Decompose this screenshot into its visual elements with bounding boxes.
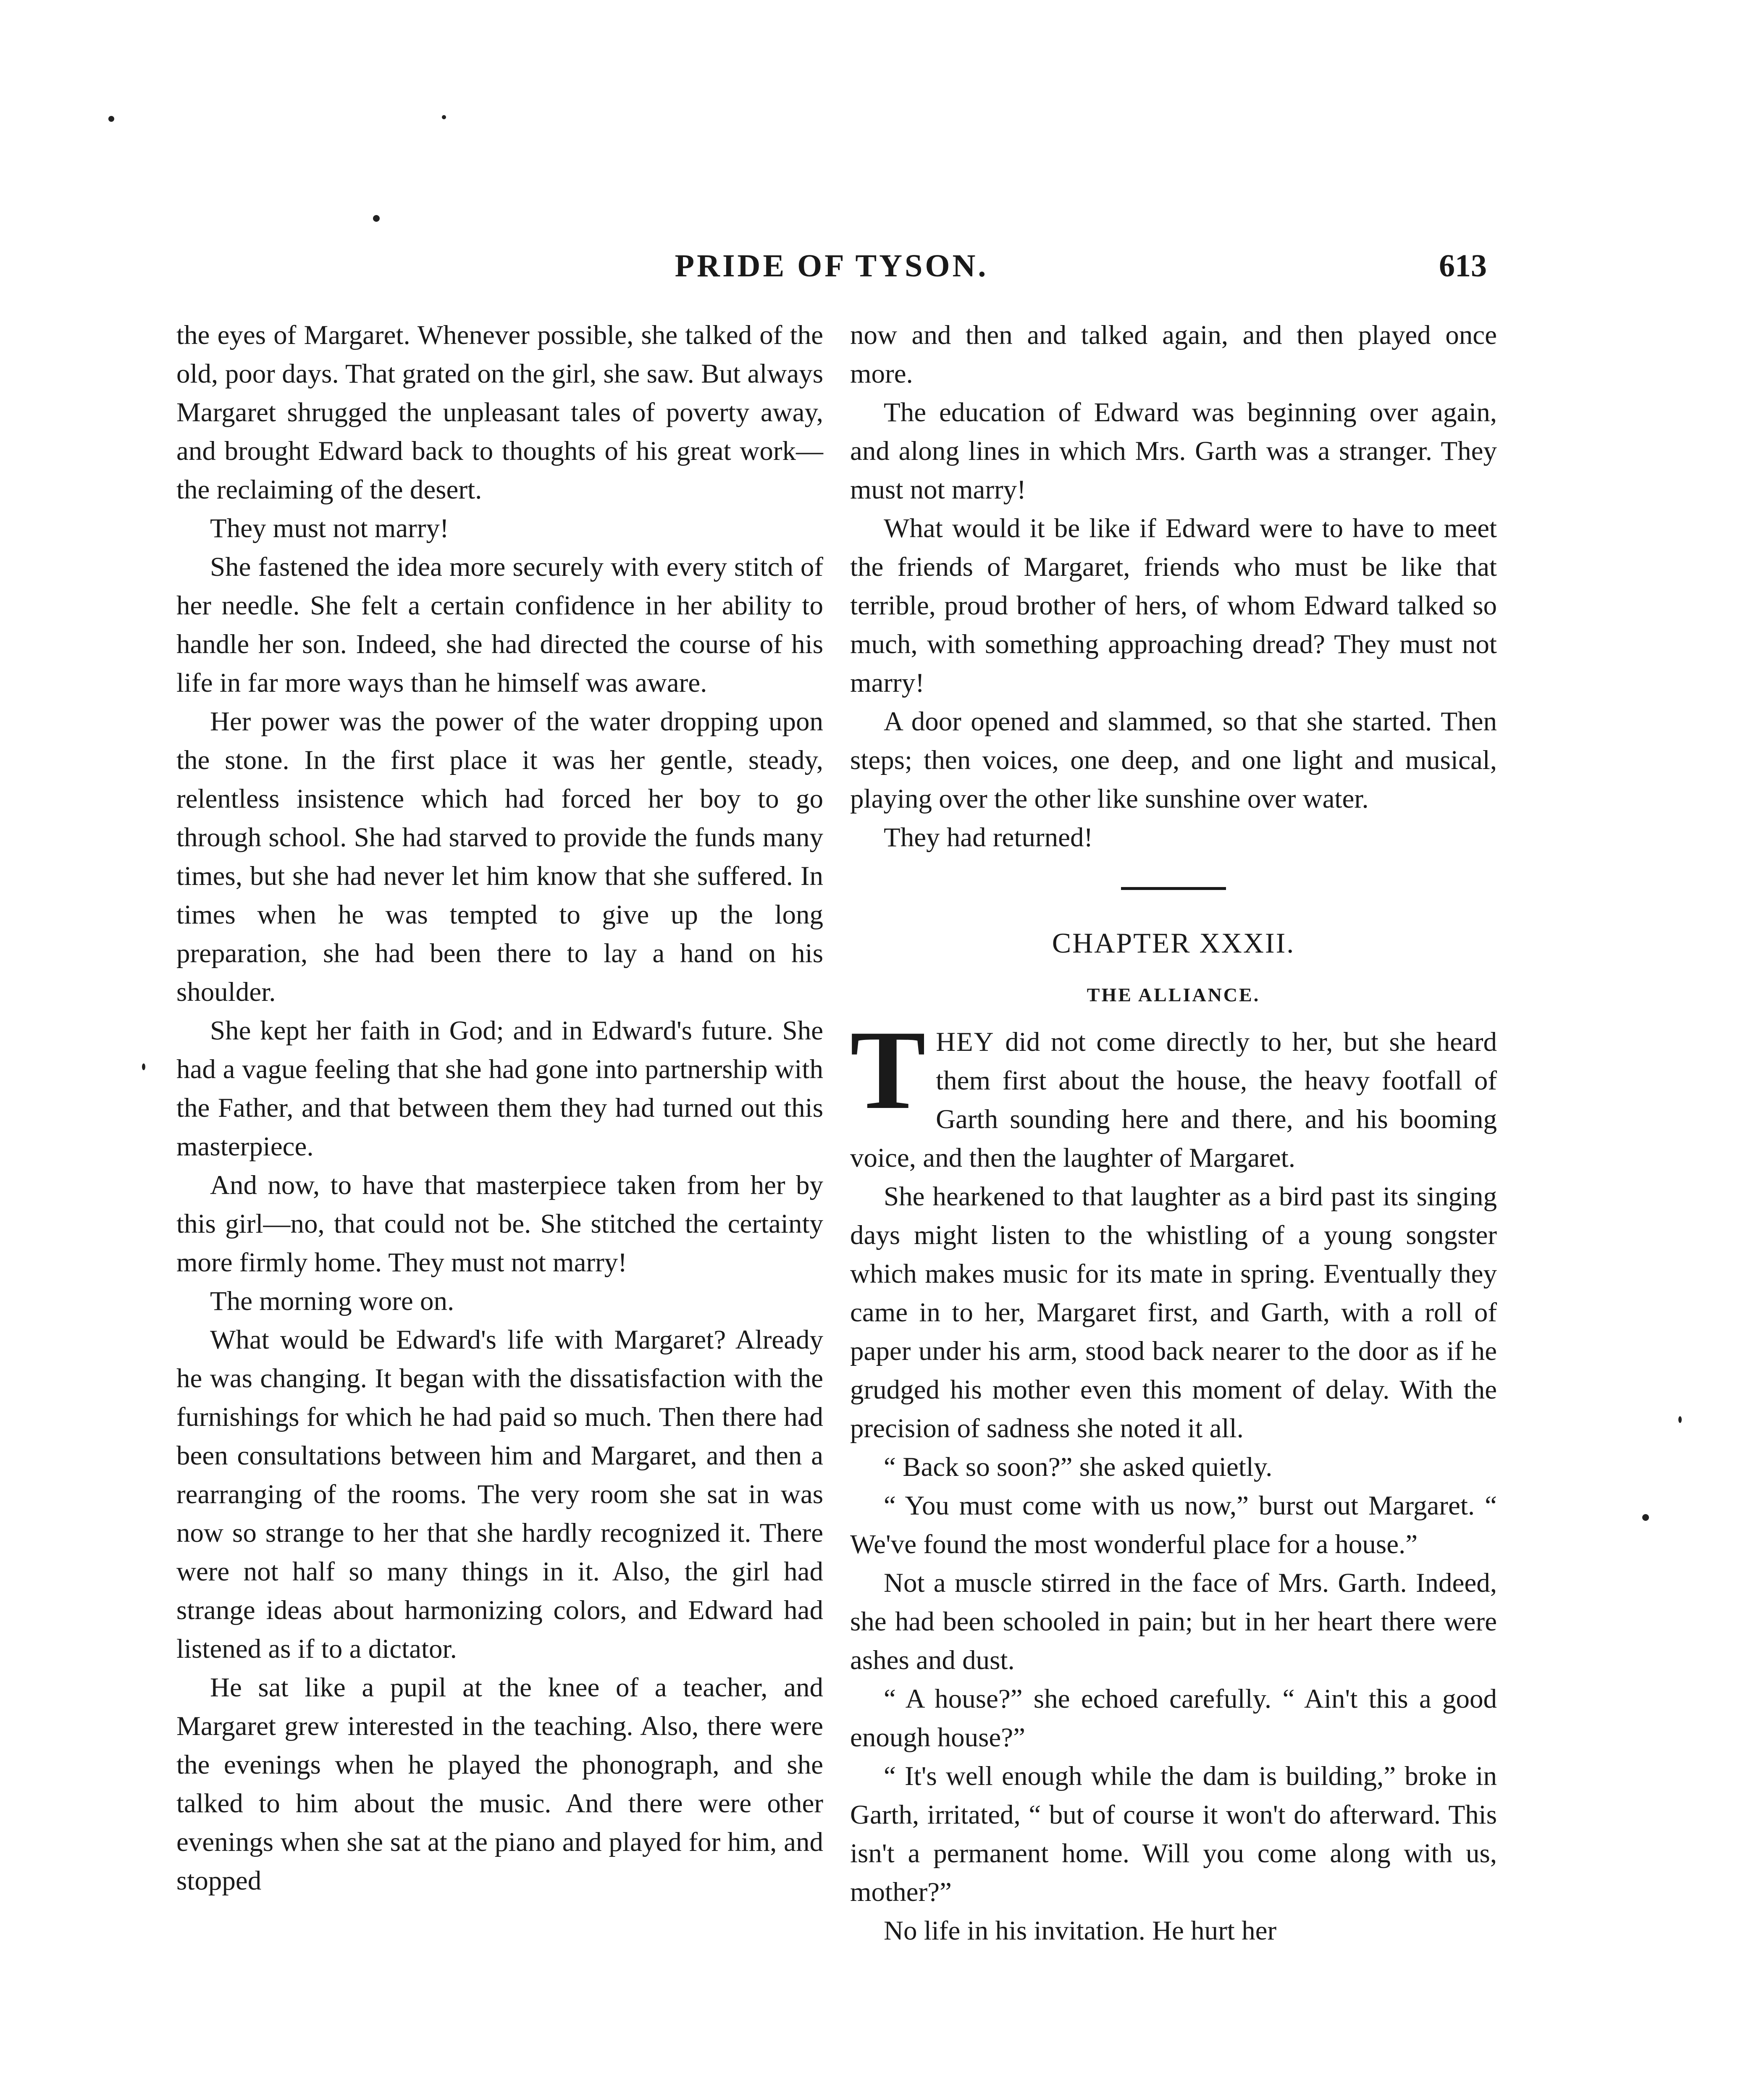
paragraph: “ You must come with us now,” burst out Margaret. “ We've found the most wonderful place for a house.” [850,1491,1497,1559]
paragraph: He sat like a pupil at the knee of a teacher, and Margaret grew interested in the teaching. Also, there were the evenings when he played the phonograph, and she talked to him about the music. And there were other evenings when she sat at the piano and played for him, and stopped [176,1672,823,1896]
paragraph: They had returned! [884,822,1093,853]
running-title: PRIDE OF TYSON. [675,248,989,284]
scan-speck [373,215,380,222]
paragraph: What would be Edward's life with Margaret? Already he was changing. It began with the dissatisfaction with the furnishings for which he had paid so much. Then there had been consultations between him and Margaret, and then a rearranging of the rooms. The very room she sat in was now so strange to her that she hardly recognized it. There were not half so many things in it. Also, the girl had strange ideas about harmonizing colors, and Edward had listened as if to a dictator. [176,1325,823,1664]
paragraph: “ A house?” she echoed carefully. “ Ain't this a good enough house?” [850,1684,1497,1753]
paragraph: She hearkened to that laughter as a bird past its singing days might listen to the whistling of a young songster which makes music for its mate in spring. Eventually they came in to her, Margaret first, and Garth, with a roll of paper under his arm, stood back nearer to the door as if he grudged his mother even this moment of delay. With the precision of sadness she noted it all. [850,1181,1497,1444]
paragraph: “ It's well enough while the dam is building,” broke in Garth, irritated, “ but of course it won't do afterward. This isn't a permanent home. Will you come along with us, mother?” [850,1761,1497,1907]
chapter-subtitle: THE ALLIANCE. [1087,984,1260,1005]
opening-text: did not come directly to her, but she heard them first about the house, the heavy footfall of Garth sounding here and there, and his booming voice, and then the laughter of Margaret. [850,1027,1497,1173]
paragraph: the eyes of Margaret. Whenever possible, she talked of the old, poor days. That grated on the girl, she saw. But always Margaret shrugged the unpleasant tales of poverty away, and brought Edward back to thoughts of his great work—the reclaiming of the desert. [176,320,823,505]
paragraph: They must not marry! [210,513,449,543]
paragraph: Her power was the power of the water dropping upon the stone. In the first place it was her gentle, steady, relentless insistence which had forced her boy to go through school. She had starved to provide the funds many times, but she had never let him know that she suffered. In times when he was tempted to give up the long preparation, she had been there to lay a hand on his shoulder. [176,706,823,1007]
drop-cap: T [850,1007,926,1133]
page-number: 613 [1439,248,1487,284]
paragraph: She kept her faith in God; and in Edward's future. She had a vague feeling that she had gone into partnership with the Father, and that between them they had turned out this masterpiece. [176,1016,823,1162]
scan-speck [108,116,114,122]
section-divider [1121,887,1226,890]
left-column [176,316,823,1900]
scan-speck [142,1063,145,1070]
scan-speck [1678,1416,1682,1423]
chapter-opening-paragraph [850,1007,1497,1177]
paragraph: No life in his invitation. He hurt her [884,1916,1277,1946]
chapter-heading: CHAPTER XXXII. [1052,927,1295,959]
scan-speck [1642,1514,1649,1521]
scan-speck [442,115,446,119]
paragraph: “ Back so soon?” she asked quietly. [884,1452,1273,1482]
paragraph: A door opened and slammed, so that she started. Then steps; then voices, one deep, and one light and musical, playing over the other like sunshine over water. [850,706,1497,814]
paragraph: now and then and talked again, and then played once more. [850,320,1497,389]
paragraph: The education of Edward was beginning over again, and along lines in which Mrs. Garth was a stranger. They must not marry! [850,397,1497,505]
paragraph: She fastened the idea more securely with every stitch of her needle. She felt a certain confidence in her ability to handle her son. Indeed, she had directed the course of his life in far more ways than he himself was aware. [176,552,823,698]
page-header [176,243,1487,289]
opening-word-rest: HEY [936,1027,995,1057]
right-column [850,316,1497,1950]
paragraph: Not a muscle stirred in the face of Mrs. Garth. Indeed, she had been schooled in pain; but in her heart there were ashes and dust. [850,1568,1497,1675]
paragraph: And now, to have that masterpiece taken from her by this girl—no, that could not be. She stitched the certainty more firmly home. They must not marry! [176,1170,823,1278]
paragraph: What would it be like if Edward were to have to meet the friends of Margaret, friends who must be like that terrible, proud brother of hers, of whom Edward talked so much, with something approaching dread? They must not marry! [850,513,1497,698]
paragraph: The morning wore on. [210,1286,454,1316]
